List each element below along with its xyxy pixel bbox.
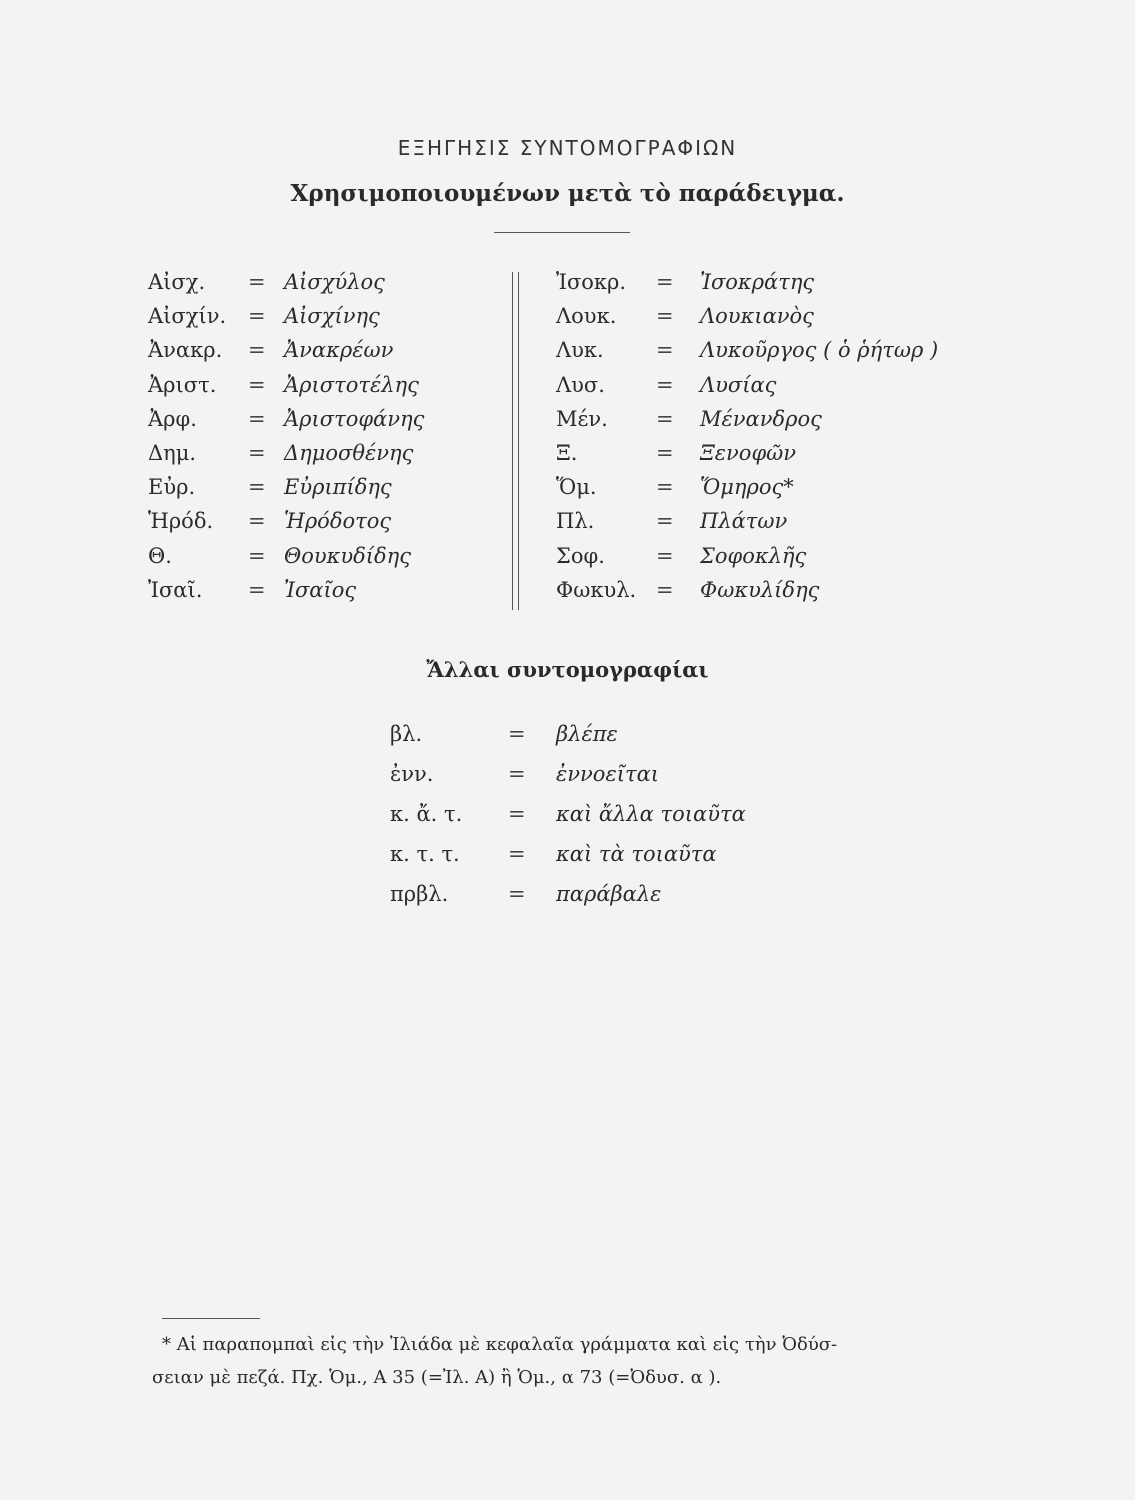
full-name: Πλάτων xyxy=(700,509,788,534)
equals-sign: = xyxy=(508,882,526,906)
abbreviation: Αἰσχίν. xyxy=(148,304,227,329)
abbreviation: Πλ. xyxy=(556,509,595,534)
full-name: Θουκυδίδης xyxy=(284,543,412,568)
abbreviation: Λουκ. xyxy=(556,304,617,329)
equals-sign: = xyxy=(656,577,674,602)
full-name: ἐννοεῖται xyxy=(556,762,659,786)
footnote-divider xyxy=(162,1318,260,1319)
equals-sign: = xyxy=(508,842,526,866)
full-name: καὶ ἄλλα τοιαῦτα xyxy=(556,802,746,826)
footnote-line-2: σειαν μὲ πεζά. Πχ. Ὁμ., Α 35 (=Ἰλ. Α) ἢ Ὁμ., α 73 (=Ὀδυσ. α ). xyxy=(152,1367,722,1388)
equals-sign: = xyxy=(656,372,674,397)
equals-sign: = xyxy=(248,304,266,329)
full-name: Ἀνακρέων xyxy=(284,338,394,363)
abbreviation: Ἀρφ. xyxy=(148,406,197,431)
abbreviation: Ἡρόδ. xyxy=(148,509,214,534)
full-name: Σοφοκλῆς xyxy=(700,543,807,568)
footnote xyxy=(152,1328,962,1394)
abbreviation: Εὐρ. xyxy=(148,475,196,500)
abbreviation: βλ. xyxy=(390,722,423,746)
abbreviation: Ἀνακρ. xyxy=(148,338,223,363)
equals-sign: = xyxy=(656,509,674,534)
full-name: Αἰσχύλος xyxy=(284,270,385,294)
abbreviation: Μέν. xyxy=(556,406,608,431)
full-name: Ὅμηρος* xyxy=(700,475,794,500)
equals-sign: = xyxy=(248,406,266,431)
equals-sign: = xyxy=(656,543,674,568)
abbreviation: Ξ. xyxy=(556,440,578,465)
abbreviation: Ἰσοκρ. xyxy=(556,270,627,294)
equals-sign: = xyxy=(656,475,674,500)
full-name: Λουκιανὸς xyxy=(700,304,814,329)
full-name: παράβαλε xyxy=(556,882,662,906)
title-divider xyxy=(494,232,630,233)
full-name: καὶ τὰ τοιαῦτα xyxy=(556,842,717,866)
equals-sign: = xyxy=(248,543,266,568)
equals-sign: = xyxy=(508,762,526,786)
equals-sign: = xyxy=(248,440,266,465)
equals-sign: = xyxy=(248,475,266,500)
abbreviation: Θ. xyxy=(148,543,172,568)
equals-sign: = xyxy=(248,372,266,397)
equals-sign: = xyxy=(248,270,266,294)
full-name: Λυσίας xyxy=(700,372,777,397)
full-name: Ἀριστοτέλης xyxy=(284,372,419,397)
full-name: Ἀριστοφάνης xyxy=(284,406,425,431)
abbreviation: ἐνν. xyxy=(390,762,434,786)
abbreviation: Ἰσαῖ. xyxy=(148,577,203,602)
equals-sign: = xyxy=(656,406,674,431)
abbreviation: Φωκυλ. xyxy=(556,577,637,602)
full-name: Δημοσθένης xyxy=(284,440,414,465)
footnote-line-1: * Αἱ παραπομπαὶ εἰς τὴν Ἰλιάδα μὲ κεφαλαῖα γράμματα καὶ εἰς τὴν Ὀδύσ- xyxy=(162,1334,838,1355)
full-name: Μένανδρος xyxy=(700,406,822,431)
abbreviation: πρβλ. xyxy=(390,882,449,906)
full-name: Ἡρόδοτος xyxy=(284,509,392,534)
full-name: Αἰσχίνης xyxy=(284,304,380,329)
abbreviation: Ὅμ. xyxy=(556,475,597,500)
equals-sign: = xyxy=(248,509,266,534)
equals-sign: = xyxy=(508,802,526,826)
abbreviation: Λυκ. xyxy=(556,338,604,363)
abbreviation: Αἰσχ. xyxy=(148,270,206,294)
equals-sign: = xyxy=(248,338,266,363)
abbreviation: Σοφ. xyxy=(556,543,605,568)
abbreviation: Ἀριστ. xyxy=(148,372,217,397)
full-name: Ἰσοκράτης xyxy=(700,270,815,294)
full-name: Ἰσαῖος xyxy=(284,577,357,602)
abbreviation: Λυσ. xyxy=(556,372,605,397)
page-subtitle: Χρησιμοποιουμένων μετὰ τὸ παράδειγμα. xyxy=(290,180,845,207)
abbreviation: κ. ἄ. τ. xyxy=(390,802,463,826)
other-abbreviations-heading: Ἄλλαι συντομογραφίαι xyxy=(426,657,709,682)
equals-sign: = xyxy=(656,338,674,363)
page-title: ΕΞΗΓΗΣΙΣ ΣΥΝΤΟΜΟΓΡΑΦΙΩΝ xyxy=(397,136,738,160)
equals-sign: = xyxy=(656,270,674,294)
full-name: Λυκοῦργος ( ὁ ῥήτωρ ) xyxy=(700,338,939,363)
equals-sign: = xyxy=(508,722,526,746)
full-name: βλέπε xyxy=(556,722,618,746)
column-divider xyxy=(512,272,519,610)
full-name: Ξενοφῶν xyxy=(700,440,797,465)
equals-sign: = xyxy=(248,577,266,602)
abbreviation: κ. τ. τ. xyxy=(390,842,460,866)
full-name: Εὐριπίδης xyxy=(284,475,392,500)
abbreviation: Δημ. xyxy=(148,440,197,465)
full-name: Φωκυλίδης xyxy=(700,577,820,602)
equals-sign: = xyxy=(656,304,674,329)
equals-sign: = xyxy=(656,440,674,465)
